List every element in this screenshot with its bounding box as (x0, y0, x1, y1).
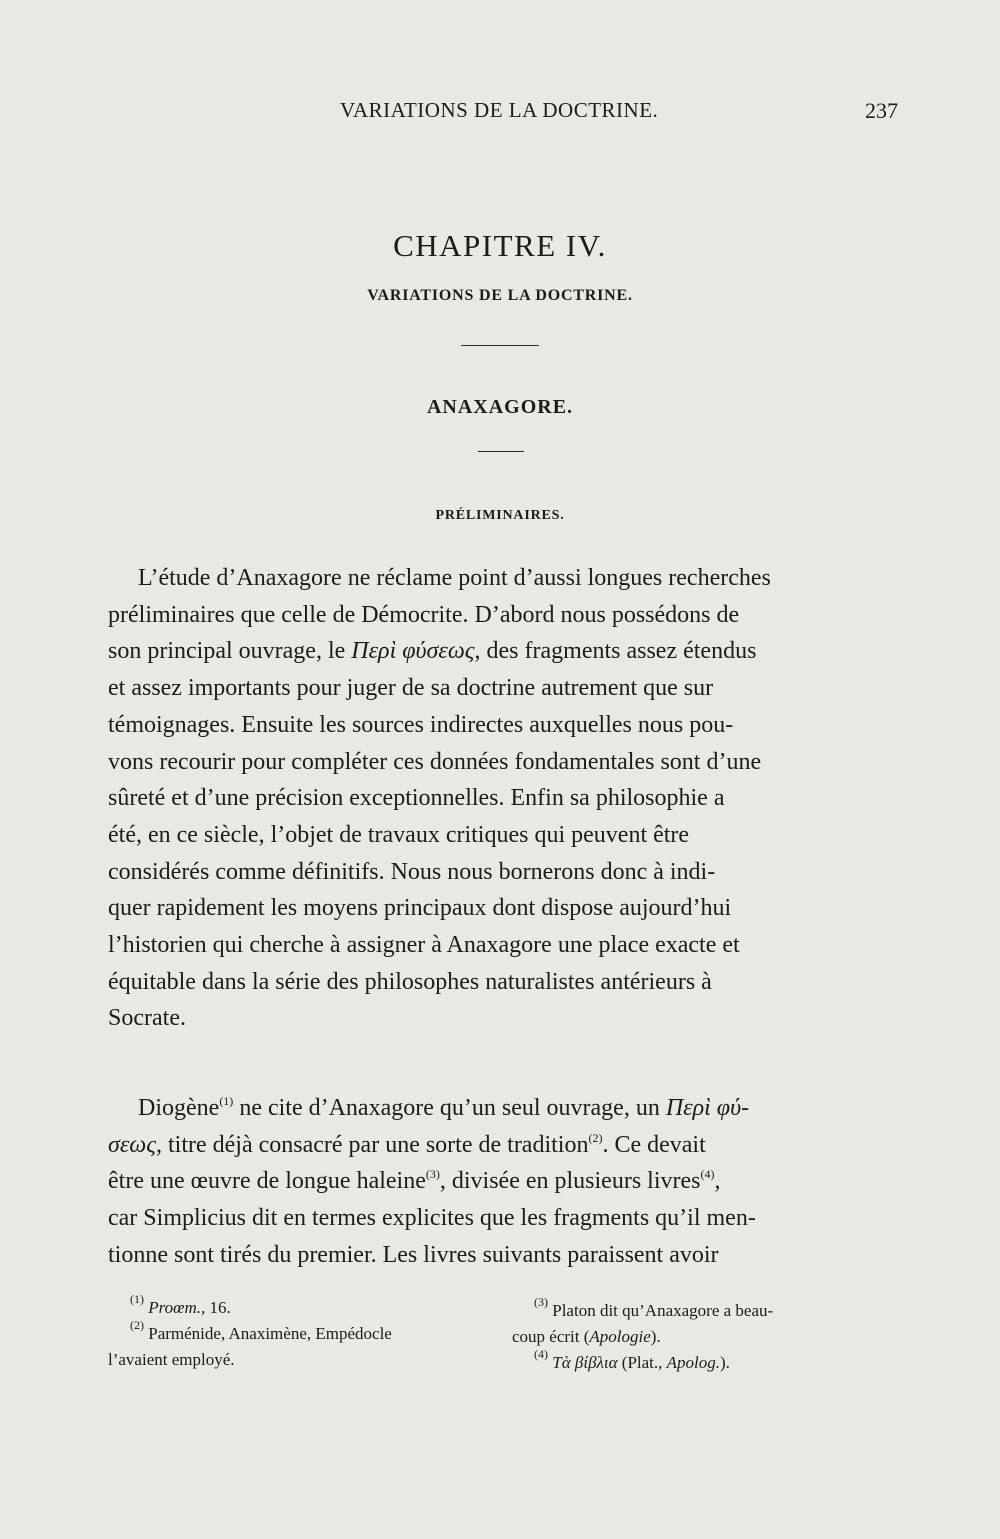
text-line: L’étude d’Anaxagore ne réclame point d’aussi longues recherches (138, 565, 771, 591)
footnote-text: Platon dit qu’Anaxagore a beau- (548, 1301, 774, 1320)
footnotes-left (108, 1292, 498, 1373)
text-line: tionne sont tirés du premier. Les livres suivants paraissent avoir (108, 1241, 719, 1268)
text-span: , divisée en plusieurs livres (439, 1168, 701, 1195)
text-line: été, en ce siècle, l’objet de travaux critiques qui peuvent être (108, 821, 690, 848)
text-line (108, 1090, 888, 1127)
section-title: ANAXAGORE. (426, 396, 574, 418)
footnote-mark: (1) (130, 1292, 144, 1306)
text-span: , des fragments assez étendus (474, 638, 757, 665)
divider-rule (461, 345, 539, 346)
footnote-text: ). (650, 1327, 661, 1346)
divider-rule (478, 451, 524, 452)
text-span: , titre déjà consacré par une sorte de tradition (155, 1131, 589, 1158)
footnote-text: , 16. (201, 1298, 231, 1317)
text-line: Socrate. (108, 1005, 186, 1032)
text-line: considérés comme définitifs. Nous nous bornerons donc à indi- (108, 858, 716, 885)
paragraph (108, 1090, 888, 1274)
chapter-subtitle: VARIATIONS DE LA DOCTRINE. (367, 287, 633, 304)
text-line: sûreté et d’une précision exceptionnelles. Enfin sa philosophie a (108, 785, 725, 812)
text-span: être une œuvre de longue haleine (108, 1168, 426, 1195)
text-line: témoignages. Ensuite les sources indirectes auxquelles nous pou- (108, 711, 734, 738)
text-line: et assez importants pour juger de sa doctrine autrement que sur (108, 675, 714, 702)
footnote-text: coup écrit ( (512, 1327, 590, 1346)
page-number: 237 (865, 98, 898, 123)
chapter-title: CHAPITRE IV. (393, 228, 607, 263)
greek-text: Περὶ φύ- (665, 1095, 750, 1121)
footnote (108, 1292, 498, 1321)
footnote-text: (Plat., (617, 1353, 667, 1372)
text-span: , (714, 1168, 721, 1195)
footnote-continuation: l’avaient employé. (108, 1350, 235, 1369)
text-span: son principal ouvrage, le (108, 638, 352, 665)
running-head (108, 98, 898, 128)
footnote-text: Parménide, Anaximène, Empédocle (144, 1324, 392, 1343)
text-line: préliminaires que celle de Démocrite. D’abord nous possédons de (108, 601, 740, 628)
footnote-text: ). (720, 1353, 730, 1372)
footnote-mark: (3) (534, 1295, 548, 1309)
text-line: l’historien qui cherche à assigner à Anaxagore une place exacte et (108, 932, 740, 959)
text-span: Diogène (138, 1095, 220, 1121)
text-line (108, 633, 888, 670)
footnote-ref[interactable]: (2) (588, 1130, 603, 1145)
footnote-italic: Apologie (589, 1327, 651, 1346)
text-span: . Ce devait (602, 1131, 706, 1158)
footnote-mark: (2) (130, 1318, 144, 1332)
greek-text: Περὶ φύσεως (351, 638, 475, 665)
footnote-continuation (512, 1324, 902, 1350)
greek-text: σεως (108, 1131, 156, 1158)
footnote-italic: Apolog. (666, 1353, 721, 1372)
text-line: équitable dans la série des philosophes naturalistes antérieurs à (108, 968, 712, 995)
greek-text: Τὰ βίβλια (548, 1353, 618, 1372)
text-line (108, 1127, 888, 1164)
footnotes-right (512, 1295, 902, 1376)
footnote-mark: (4) (534, 1347, 548, 1361)
text-line: vons recourir pour compléter ces données fondamentales sont d’une (108, 748, 762, 775)
text-line: quer rapidement les moyens principaux dont dispose aujourd’hui (108, 895, 732, 922)
running-head-title: VARIATIONS DE LA DOCTRINE. (340, 98, 659, 122)
footnote-ref[interactable]: (3) (425, 1167, 440, 1182)
footnote (108, 1318, 498, 1347)
text-line: car Simplicius dit en termes explicites que les fragments qu’il men- (108, 1205, 756, 1232)
footnote-italic: Proœm. (148, 1298, 201, 1317)
subsection-title: PRÉLIMINAIRES. (435, 508, 565, 523)
text-span: ne cite d’Anaxagore qu’un seul ouvrage, un (233, 1095, 666, 1121)
footnote (512, 1347, 902, 1376)
paragraph (108, 560, 888, 1037)
footnote-ref[interactable]: (1) (219, 1094, 234, 1108)
footnote (512, 1295, 902, 1324)
footnote-ref[interactable]: (4) (700, 1167, 715, 1182)
text-line (108, 1163, 888, 1200)
